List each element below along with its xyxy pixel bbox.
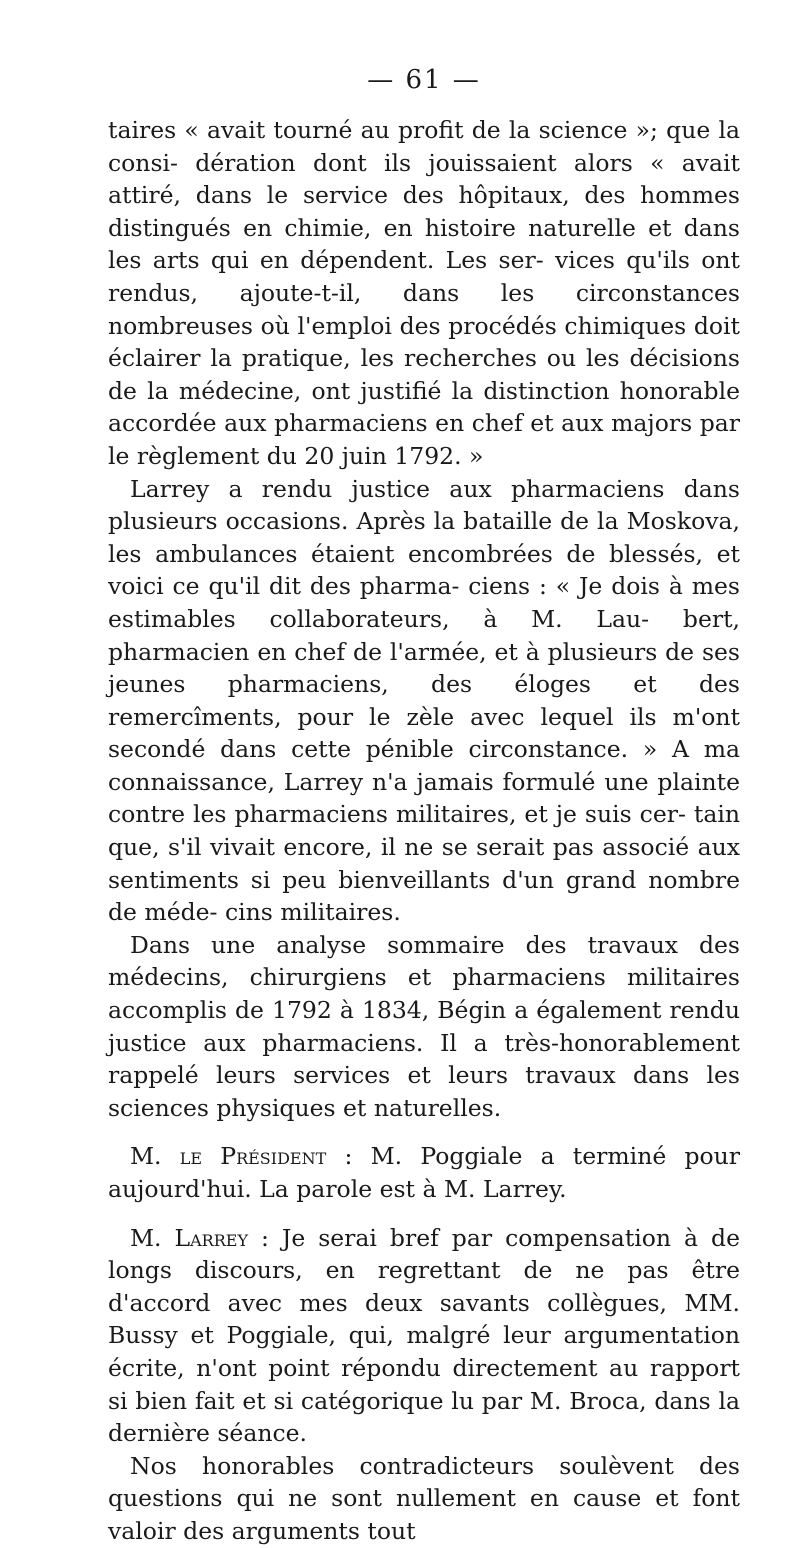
paragraph-contradictors: Nos honorables contradicteurs soulèvent des questions qui ne sont nullement en cause et font valoir des arguments tout [108, 1451, 740, 1545]
paragraph-continuation: taires « avait tourné au profit de la science »; que la consi- dération dont ils jouissaient alors « avait attiré, dans le service des hôpitaux, des hommes distingués en chimie, en histoire naturelle et dans les arts qui en dépendent. Les ser- vices qu'ils ont rendus, ajoute-t-il, dans les circonstances nombreuses où l'emploi des procédés chimiques doit éclairer la pratique, les recherches ou les décisions de la médecine, ont justifié la distinction honorable accordée aux pharmaciens en chef et aux majors par le règlement du 20 juin 1792. » [108, 116, 740, 470]
speaker-president: M. le Président [130, 1142, 327, 1171]
paragraph-president [108, 1140, 740, 1205]
speaker-larrey: M. Larrey [130, 1223, 249, 1252]
president-remark: : M. Poggiale a terminé pour aujourd'hui. La parole est à M. Larrey. [108, 1142, 741, 1203]
page-number: — 61 — [367, 65, 481, 95]
larrey-remark: : Je serai bref par compensation à de longs discours, en regrettant de ne pas être d'accord avec mes deux savants collègues, MM. Bussy et Poggiale, qui, malgré leur argumentation écrite, n'ont point répondu directement au rapport si bien fait et si catégorique lu par M. Broca, dans la dernière séance. [108, 1223, 740, 1448]
paragraph-larrey-speech [108, 1222, 740, 1450]
paragraph-larrey-justice: Larrey a rendu justice aux pharmaciens dans plusieurs occasions. Après la bataille de la Moskova, les ambulances étaient encombrées de blessés, et voici ce qu'il dit des pharma- ciens : « Je dois à mes estimables collaborateurs, à M. Lau- bert, pharmacien en chef de l'armée, et à plusieurs de ses jeunes pharmaciens, des éloges et des remercîments, pour le zèle avec lequel ils m'ont secondé dans cette pénible circonstance. » A ma connaissance, Larrey n'a jamais formulé une plainte contre les pharmaciens militaires, et je suis cer- tain que, s'il vivait encore, il ne se serait pas associé aux sentiments si peu bienveillants d'un grand nombre de méde- cins militaires. [108, 474, 740, 927]
body-text [108, 114, 740, 1548]
paragraph-begin-analysis: Dans une analyse sommaire des travaux des médecins, chirurgiens et pharmaciens militaires accomplis de 1792 à 1834, Bégin a également rendu justice aux pharmaciens. Il a très-honorablement rappelé leurs services et leurs travaux dans les sciences physiques et naturelles. [108, 930, 740, 1122]
